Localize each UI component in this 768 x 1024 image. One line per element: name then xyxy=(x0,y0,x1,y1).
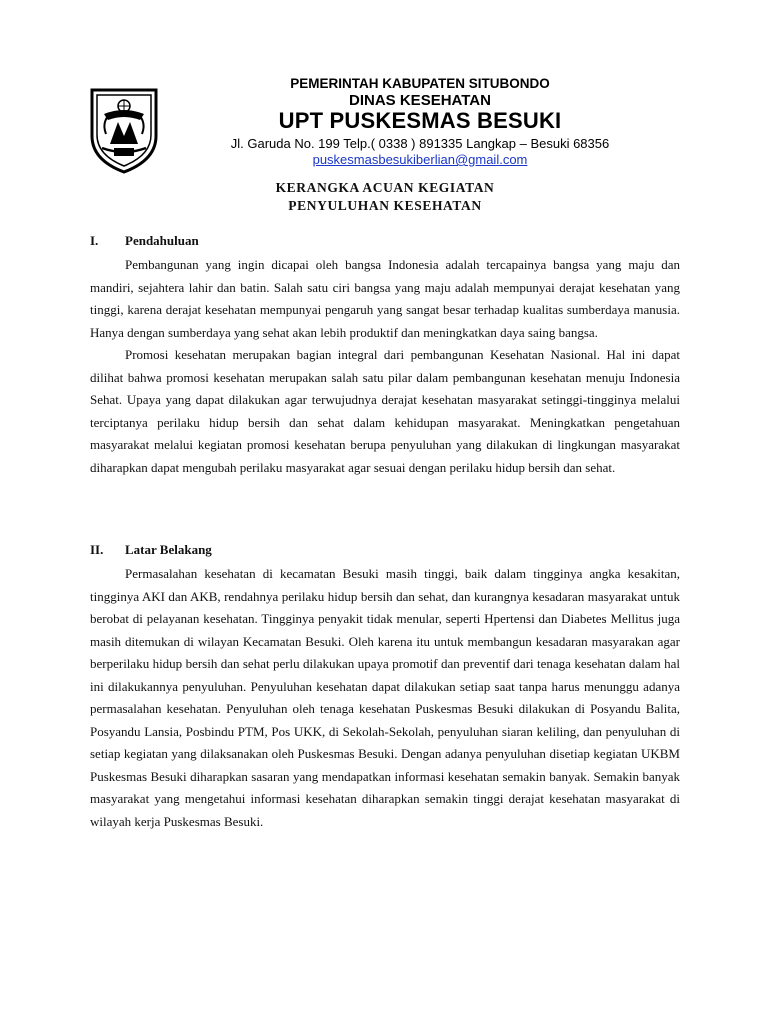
paragraph: Promosi kesehatan merupakan bagian integral dari pembangunan Kesehatan Nasional. Hal ini dapat dilihat bahwa promosi kesehatan merupakan salah satu pilar dalam pembangunan kesehatan menuju Indonesia Sehat. Upaya yang dapat dilakukan agar terwujudnya derajat kesehatan masyarakat setinggi-tingginya melalui terciptanya perilaku hidup bersih dan sehat dalam kehidupan masyarakat. Meningkatkan pengetahuan masyarakat melalui kegiatan promosi kesehatan berupa penyuluhan yang dilakukan di lingkungan masyarakat diharapkan dapat mengubah perilaku masyarakat agar sesuai dengan perilaku hidup bersih dan sehat. xyxy=(90,347,680,475)
section-introduction xyxy=(90,232,680,479)
section-number: I. xyxy=(90,233,99,248)
letterhead-government: PEMERINTAH KABUPATEN SITUBONDO xyxy=(290,76,550,91)
section-heading-text: Latar Belakang xyxy=(125,542,212,557)
letterhead-institution: UPT PUSKESMAS BESUKI xyxy=(278,108,562,133)
letterhead-address: Jl. Garuda No. 199 Telp.( 0338 ) 891335 Langkap – Besuki 68356 xyxy=(230,136,610,151)
section-number: II. xyxy=(90,542,104,557)
section-background xyxy=(90,541,680,833)
regency-shield-emblem-icon xyxy=(88,84,160,174)
paragraph: Pembangunan yang ingin dicapai oleh bangsa Indonesia adalah tercapainya bangsa yang maju dan mandiri, sejahtera lahir dan batin. Salah satu ciri bangsa yang maju adalah mempunyai derajat kesehatan yang tinggi, karena derajat kesehatan mempunyai pengaruh yang sangat besar terhadap kualitas sumberdaya manusia. Hanya dengan sumberdaya yang sehat akan lebih produktif dan meningkatkan daya saing bangsa. xyxy=(90,257,680,340)
letterhead-department: DINAS KESEHATAN xyxy=(349,92,491,109)
section-heading xyxy=(90,232,680,250)
document-title-line-1: KERANGKA ACUAN KEGIATAN xyxy=(275,180,495,195)
section-heading xyxy=(90,541,680,559)
letterhead-email-link[interactable]: puskesmasbesukiberlian@gmail.com xyxy=(312,152,528,167)
section-heading-text: Pendahuluan xyxy=(125,233,199,248)
paragraph: Permasalahan kesehatan di kecamatan Besuki masih tinggi, baik dalam tingginya angka kesakitan, tingginya AKI dan AKB, rendahnya perilaku hidup bersih dan sehat, dan kurangnya kesadaran masyarakat untuk berobat di pelayanan kesehatan. Tingginya penyakit tidak menular, seperti Hpertensi dan Diabetes Mellitus juga masih ditemukan di wilayan Kecamatan Besuki. Oleh karena itu untuk membangun kesadaran masyarakan agar berperilaku hidup bersih dan sehat perlu dilakukan upaya promotif dan preventif dari tenaga kesehatan dalam hal ini dilakukannya penyuluhan. Penyuluhan kesehatan dapat dilakukan setiap saat tanpa harus menunggu adanya permasalahan kesehatan. Penyuluhan oleh tenaga kesehatan Puskesmas Besuki dilakukan di Posyandu Balita, Posyandu Lansia, Posbindu PTM, Pos UKK, di Sekolah-Sekolah, penyuluhan siaran keliling, dan penyuluhan di setiap kegiatan yang dilaksanakan oleh Puskesmas Besuki. Dengan adanya penyuluhan disetiap kegiatan UKBM Puskesmas Besuki diharapkan sasaran yang mendapatkan informasi kesehatan semakin banyak. Semakin banyak masyarakat yang mengetahui informasi kesehatan diharapkan semakin tinggi derajat kesehatan masyarakat di wilayah kerja Puskesmas Besuki. xyxy=(90,566,680,829)
document-title-line-2: PENYULUHAN KESEHATAN xyxy=(288,198,482,213)
